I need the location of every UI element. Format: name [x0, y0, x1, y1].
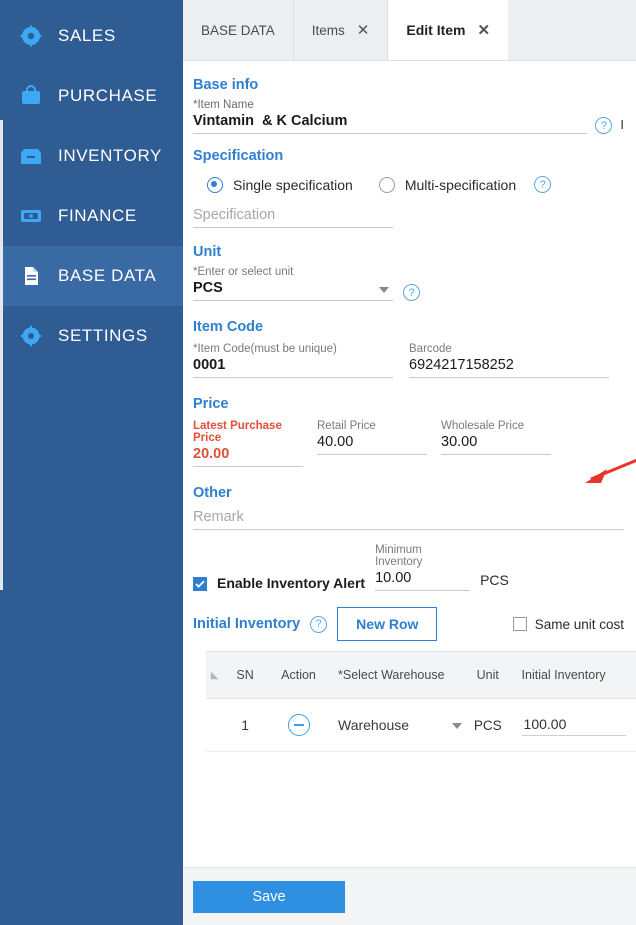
- cell-unit: PCS: [473, 717, 502, 733]
- sidebar-item-purchase[interactable]: [0, 66, 183, 126]
- finance-icon: [18, 203, 44, 229]
- sidebar-item-sales[interactable]: [0, 6, 183, 66]
- column-header-warehouse: *Select Warehouse: [338, 668, 445, 682]
- form-footer: [183, 867, 636, 925]
- cell-warehouse[interactable]: [330, 717, 462, 733]
- section-title-specification: Specification: [193, 148, 284, 164]
- main-panel: [183, 0, 636, 925]
- new-row-button[interactable]: New Row: [337, 607, 437, 641]
- sales-icon: [18, 23, 44, 49]
- help-icon[interactable]: ?: [310, 616, 327, 633]
- sidebar-item-label: SETTINGS: [58, 326, 148, 345]
- sidebar-item-inventory[interactable]: [0, 126, 183, 186]
- radio-single-specification[interactable]: [207, 177, 223, 193]
- barcode-input[interactable]: [409, 355, 609, 378]
- section-title-price: Price: [193, 396, 229, 412]
- item-code-section: [183, 319, 636, 378]
- unit-select[interactable]: [193, 278, 393, 301]
- initial-inventory-table: [206, 651, 636, 752]
- save-button[interactable]: Save: [193, 881, 345, 913]
- sidebar: [0, 0, 183, 925]
- same-unit-cost-checkbox[interactable]: [513, 617, 527, 631]
- item-code-input[interactable]: [193, 355, 393, 378]
- cell-sn: 1: [241, 717, 249, 733]
- help-icon[interactable]: ?: [403, 284, 420, 301]
- sidebar-item-label: PURCHASE: [58, 86, 158, 105]
- warehouse-value: Warehouse: [338, 717, 410, 733]
- wholesale-price-label: Wholesale Price: [441, 420, 525, 432]
- column-header-initial-inventory: Initial Inventory: [521, 668, 606, 682]
- settings-icon: [18, 323, 44, 349]
- section-title-initial-inventory: Initial Inventory: [193, 616, 301, 632]
- section-title-base-info: Base info: [193, 77, 259, 93]
- item-name-label: *Item Name: [193, 99, 254, 111]
- wholesale-price-input[interactable]: [441, 432, 551, 455]
- close-icon[interactable]: ✕: [477, 21, 491, 39]
- barcode-label: Barcode: [409, 343, 452, 355]
- remove-row-icon[interactable]: [288, 714, 310, 736]
- table-row[interactable]: [206, 699, 636, 752]
- sidebar-item-finance[interactable]: [0, 186, 183, 246]
- chevron-down-icon[interactable]: [452, 723, 462, 729]
- sidebar-item-label: FINANCE: [58, 206, 137, 225]
- minimum-inventory-label: Minimum Inventory: [375, 544, 423, 568]
- item-name-input[interactable]: [193, 111, 587, 134]
- minimum-inventory-input[interactable]: [375, 568, 470, 591]
- help-icon[interactable]: ?: [595, 117, 612, 134]
- sidebar-item-label: INVENTORY: [58, 146, 162, 165]
- tab-items[interactable]: [294, 0, 389, 60]
- warehouse-select[interactable]: [338, 717, 462, 733]
- same-unit-cost-option[interactable]: [513, 617, 624, 632]
- specification-input[interactable]: [193, 205, 393, 228]
- initial-inventory-header: [183, 607, 636, 641]
- inventory-alert-section: [183, 544, 636, 591]
- initial-inventory-input[interactable]: [522, 715, 626, 736]
- sidebar-edge-highlight: [0, 120, 3, 590]
- section-title-other: Other: [193, 485, 232, 501]
- edit-item-form: [183, 61, 636, 925]
- base-data-icon: [18, 263, 44, 289]
- cell-initial-inventory[interactable]: [514, 715, 636, 736]
- tab-label: BASE DATA: [201, 22, 275, 38]
- close-icon[interactable]: ✕: [356, 21, 370, 39]
- tab-label: Edit Item: [406, 22, 466, 38]
- enable-inventory-alert-label: Enable Inventory Alert: [217, 575, 366, 591]
- radio-multi-specification-label: Multi-specification: [404, 176, 517, 193]
- column-header-unit: Unit: [476, 668, 499, 682]
- price-section: [183, 396, 636, 467]
- sidebar-item-label: BASE DATA: [58, 266, 157, 285]
- base-info-trailing-text: I: [620, 117, 624, 132]
- sidebar-item-base-data[interactable]: [0, 246, 183, 306]
- inventory-icon: [18, 143, 44, 169]
- unit-section: [183, 244, 636, 301]
- tab-base-data[interactable]: [183, 0, 294, 60]
- purchase-icon: [18, 83, 44, 109]
- base-info-section: [183, 77, 636, 134]
- chevron-down-icon[interactable]: [379, 287, 389, 293]
- table-header-row: [206, 652, 636, 699]
- remark-input[interactable]: [193, 507, 624, 530]
- cell-action: [267, 714, 330, 736]
- latest-purchase-price-label: Latest Purchase Price: [193, 420, 282, 444]
- same-unit-cost-label: Same unit cost: [534, 616, 624, 632]
- radio-multi-specification[interactable]: [379, 177, 395, 193]
- enable-inventory-alert-checkbox[interactable]: [193, 577, 207, 591]
- latest-purchase-price-input[interactable]: [193, 444, 303, 467]
- unit-input[interactable]: [193, 278, 393, 301]
- sidebar-item-settings[interactable]: [0, 306, 183, 366]
- section-title-unit: Unit: [193, 244, 222, 260]
- column-header-sn: SN: [236, 668, 254, 682]
- retail-price-input[interactable]: [317, 432, 427, 455]
- tab-label: Items: [311, 22, 345, 38]
- tab-edit-item[interactable]: [388, 0, 508, 60]
- tab-bar: [183, 0, 636, 61]
- minimum-inventory-unit: PCS: [480, 572, 509, 588]
- specification-section: [183, 148, 636, 228]
- item-code-label: *Item Code(must be unique): [193, 343, 337, 355]
- table-corner-handle: ◣: [210, 669, 219, 681]
- sidebar-item-label: SALES: [58, 26, 116, 45]
- radio-single-specification-label: Single specification: [233, 176, 353, 193]
- column-header-action: Action: [281, 668, 316, 682]
- unit-field-label: *Enter or select unit: [193, 266, 294, 278]
- retail-price-label: Retail Price: [317, 420, 376, 432]
- section-title-item-code: Item Code: [193, 319, 264, 335]
- help-icon[interactable]: ?: [534, 176, 551, 193]
- other-section: [183, 485, 636, 530]
